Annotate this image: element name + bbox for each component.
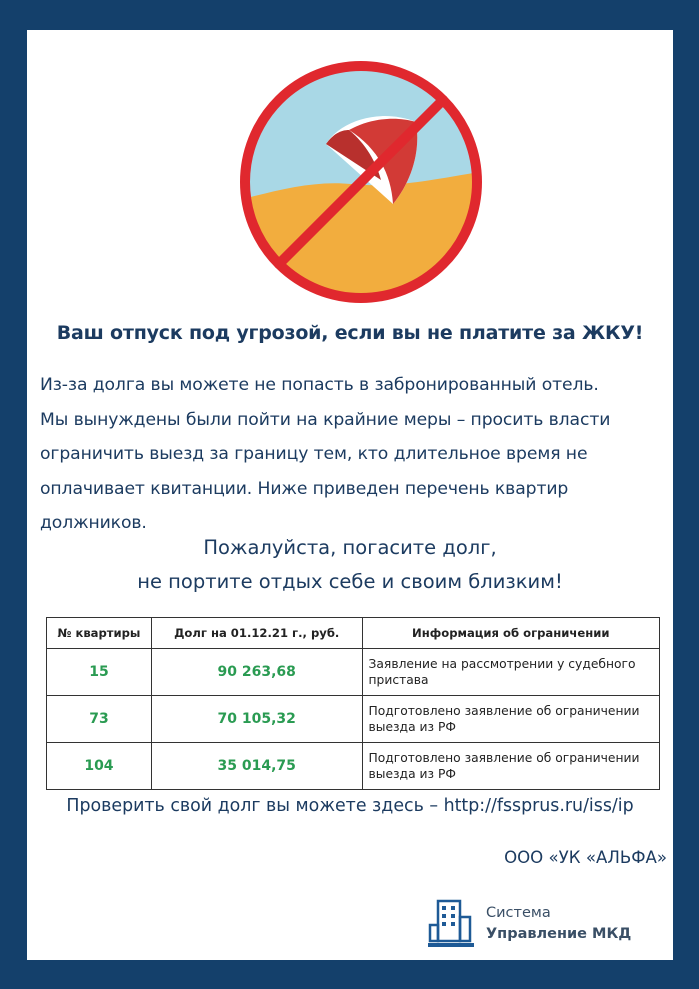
poster-sheet — [27, 30, 673, 960]
header-info: Информация об ограничении — [362, 618, 660, 649]
debt-amount: 35 014,75 — [151, 743, 362, 790]
table-row — [47, 743, 660, 790]
restriction-info: Заявление на рассмотрении у судебного пристава — [362, 649, 660, 696]
restriction-info: Подготовлено заявление об ограничении выезда из РФ — [362, 743, 660, 790]
header-apartment: № квартиры — [47, 618, 152, 649]
debt-amount: 70 105,32 — [151, 696, 362, 743]
apartment-number: 104 — [47, 743, 152, 790]
company-name: ООО «УК «АЛЬФА» — [504, 848, 667, 867]
logo-line-1: Система — [486, 905, 551, 921]
body-line: Из-за долга вы можете не попасть в забронированный отель. — [40, 375, 599, 395]
table-row — [47, 649, 660, 696]
body-line: должников. — [40, 513, 147, 533]
check-debt-link[interactable]: Проверить свой долг вы можете здесь – http://fssprus.ru/iss/ip — [66, 796, 634, 816]
body-text — [40, 368, 670, 541]
no-beach-vacation-icon — [231, 52, 491, 312]
debtors-table — [46, 617, 660, 790]
body-line: ограничить выезд за границу тем, кто длительное время не — [40, 444, 588, 464]
body-line: Мы вынуждены были пойти на крайние меры – просить власти — [40, 409, 611, 430]
table-header-row — [47, 618, 660, 649]
apartment-number: 15 — [47, 649, 152, 696]
debt-amount: 90 263,68 — [151, 649, 362, 696]
header-debt: Долг на 01.12.21 г., руб. — [151, 618, 362, 649]
system-logo — [428, 897, 658, 955]
apartment-number: 73 — [47, 696, 152, 743]
building-icon — [428, 897, 474, 951]
body-line: оплачивает квитанции. Ниже приведен перечень квартир — [40, 478, 569, 499]
appeal-line-2: не портите отдых себе и своим близким! — [137, 570, 563, 593]
appeal-line-1: Пожалуйста, погасите долг, — [203, 536, 497, 559]
table-row — [47, 696, 660, 743]
restriction-info: Подготовлено заявление об ограничении выезда из РФ — [362, 696, 660, 743]
logo-line-2: Управление МКД — [486, 926, 632, 942]
headline: Ваш отпуск под угрозой, если вы не платите за ЖКУ! — [56, 322, 644, 344]
